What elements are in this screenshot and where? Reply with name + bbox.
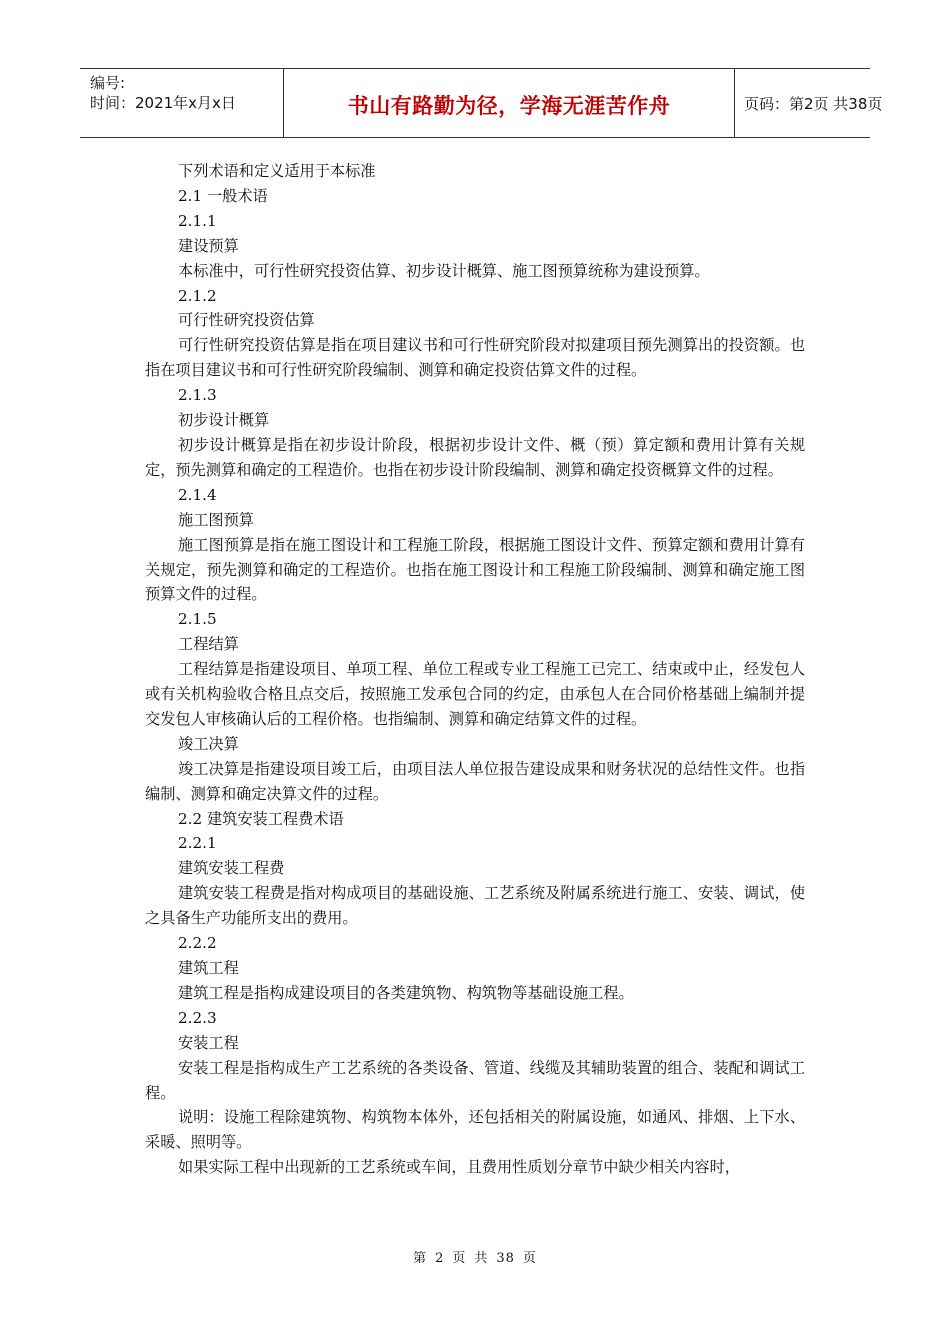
term-number: 2.1.2 [178,286,217,305]
term-number: 2.1.1 [178,211,217,230]
header-page-cell [734,69,883,137]
term-number: 2.2.2 [178,934,217,953]
term-definition: 施工图预算是指在施工图设计和工程施工阶段，根据施工图设计文件、预算定额和费用计算有关规定，预先测算和确定的工程造价。也指在施工图设计和工程施工阶段编制、测算和确定施工图预算文件的过程。 [145,535,805,604]
note-paragraph: 说明：设施工程除建筑物、构筑物本体外，还包括相关的附属设施，如通风、排烟、上下水、采暖、照明等。 [145,1108,805,1152]
term-definition: 工程结算是指建设项目、单项工程、单位工程或专业工程施工已完工、结束或中止，经发包人或有关机构验收合格且点交后，按照施工发承包合同的约定，由承包人在合同价格基础上编制并提交发包人审核确认后的工程价格。也指编制、测算和确定结算文件的过程。 [145,660,805,728]
term-number: 2.2.1 [178,834,217,853]
term-definition: 建筑安装工程费是指对构成项目的基础设施、工艺系统及附属系统进行施工、安装、调试，使之具备生产功能所支出的费用。 [145,884,805,928]
footer-total-pages: 38 [496,1251,515,1266]
term-title: 工程结算 [178,635,239,654]
term-title: 安装工程 [178,1033,239,1052]
document-time-label: 时间：2021年x月x日 [90,94,236,112]
header-page-info: 页码：第2页 共38页 [744,95,883,113]
footer-suffix: 页 [522,1251,537,1266]
header-motto-cell [283,69,735,137]
header-info-cell [80,69,283,137]
term-title: 建设预算 [178,236,239,255]
page-footer [0,1247,950,1266]
footer-page-number: 2 [435,1251,445,1266]
term-number: 2.1.5 [178,610,217,629]
header-motto: 书山有路勤为径，学海无涯苦作舟 [347,94,671,118]
term-title: 建筑安装工程费 [178,859,285,878]
page-header [80,68,883,138]
term-number: 2.1.3 [178,386,217,405]
paragraph: 如果实际工程中出现新的工艺系统或车间，且费用性质划分章节中缺少相关内容时， [178,1158,740,1177]
section-heading: 2.2 建筑安装工程费术语 [178,809,344,828]
document-number-label: 编号: [90,74,126,92]
term-title: 初步设计概算 [178,411,270,430]
footer-total-word: 共 [474,1251,489,1266]
term-definition: 安装工程是指构成生产工艺系统的各类设备、管道、线缆及其辅助装置的组合、装配和调试工程。 [145,1058,805,1102]
term-number: 2.2.3 [178,1008,217,1027]
term-definition: 初步设计概算是指在初步设计阶段，根据初步设计文件、概（预）算定额和费用计算有关规定，预先测算和确定的工程造价。也指在初步设计阶段编制、测算和确定投资概算文件的过程。 [145,435,805,479]
term-number: 2.1.4 [178,485,217,504]
term-definition: 本标准中，可行性研究投资估算、初步设计概算、施工图预算统称为建设预算。 [178,261,710,280]
term-definition: 建筑工程是指构成建设项目的各类建筑物、构筑物等基础设施工程。 [178,983,634,1002]
document-body [145,159,805,1180]
footer-page-word: 页 [452,1251,467,1266]
section-heading: 2.1 一般术语 [178,186,268,205]
term-title: 建筑工程 [178,959,239,977]
term-title: 竣工决算 [178,734,239,753]
footer-prefix: 第 [413,1251,428,1266]
term-definition: 可行性研究投资估算是指在项目建议书和可行性研究阶段对拟建项目预先测算出的投资额。也指在项目建议书和可行性研究阶段编制、测算和确定投资估算文件的过程。 [145,336,805,380]
term-title: 施工图预算 [178,510,254,529]
term-definition: 竣工决算是指建设项目竣工后，由项目法人单位报告建设成果和财务状况的总结性文件。也指编制、测算和确定决算文件的过程。 [145,759,805,803]
term-title: 可行性研究投资估算 [178,311,315,330]
paragraph: 下列术语和定义适用于本标准 [178,162,376,180]
